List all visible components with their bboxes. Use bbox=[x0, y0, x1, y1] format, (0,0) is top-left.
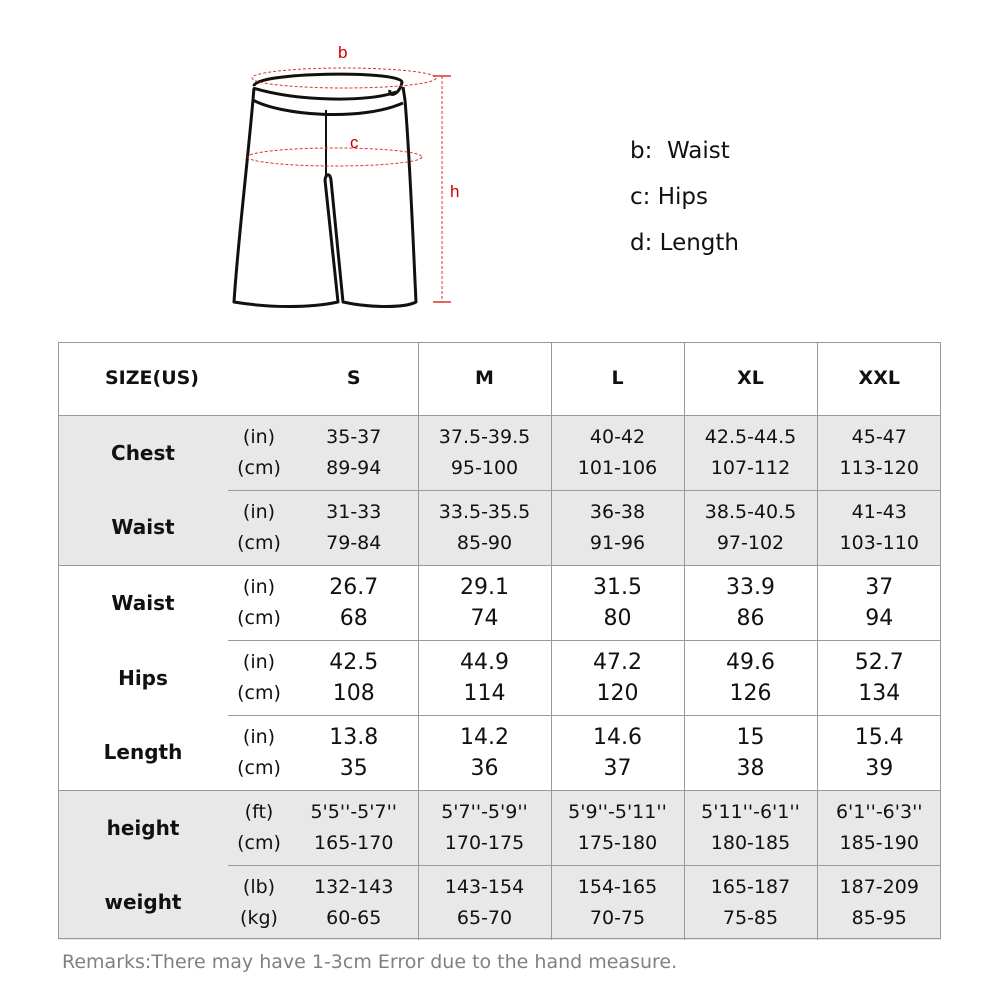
unit-cell bbox=[228, 491, 290, 566]
value-cell-m bbox=[418, 566, 551, 641]
value-secondary: 36 bbox=[470, 756, 499, 781]
size-xl-header: XL bbox=[684, 342, 817, 416]
value-primary: 187-209 bbox=[839, 876, 919, 898]
value-primary: 37.5-39.5 bbox=[438, 426, 531, 448]
unit-cell bbox=[228, 716, 290, 791]
value-secondary: 107-112 bbox=[710, 457, 791, 479]
legend-hips: c: Hips bbox=[630, 184, 708, 210]
value-secondary: 170-175 bbox=[444, 832, 525, 854]
value-primary: 38.5-40.5 bbox=[704, 501, 797, 523]
value-secondary: 120 bbox=[596, 681, 639, 706]
measurement-legend bbox=[630, 128, 739, 266]
value-secondary: 165-170 bbox=[314, 832, 394, 854]
value-primary: 40-42 bbox=[589, 426, 646, 448]
unit-secondary: (cm) bbox=[237, 682, 281, 704]
value-secondary: 75-85 bbox=[722, 907, 779, 929]
table-row bbox=[58, 866, 941, 941]
table-row bbox=[58, 416, 941, 491]
row-label: height bbox=[58, 791, 228, 866]
size-s-header: S bbox=[346, 367, 361, 389]
table-row bbox=[58, 791, 941, 866]
value-secondary: 134 bbox=[858, 681, 901, 706]
value-cell-m bbox=[418, 791, 551, 866]
value-primary: 5'5''-5'7'' bbox=[310, 801, 398, 823]
size-xxl-header: XXL bbox=[817, 342, 941, 416]
value-cell-xxl bbox=[817, 716, 941, 791]
value-cell-l bbox=[551, 416, 684, 491]
unit-secondary: (cm) bbox=[237, 457, 281, 479]
waistband-bottom bbox=[253, 100, 403, 115]
value-cell-xl bbox=[684, 866, 817, 941]
value-cell-s bbox=[290, 866, 418, 941]
row-label: Chest bbox=[58, 416, 228, 491]
value-secondary: 38 bbox=[736, 756, 765, 781]
value-cell-xl bbox=[684, 641, 817, 716]
value-primary: 15 bbox=[736, 725, 765, 750]
value-primary: 47.2 bbox=[593, 650, 642, 675]
value-primary: 33.9 bbox=[726, 575, 775, 600]
unit-primary: (in) bbox=[242, 651, 276, 673]
value-cell-l bbox=[551, 866, 684, 941]
unit-secondary: (kg) bbox=[240, 907, 278, 929]
value-cell-m bbox=[418, 641, 551, 716]
size-chart-table bbox=[58, 342, 941, 940]
row-label: weight bbox=[58, 866, 228, 941]
value-secondary: 80 bbox=[603, 606, 632, 631]
value-secondary: 185-190 bbox=[839, 832, 919, 854]
value-cell-xxl bbox=[817, 791, 941, 866]
unit-cell bbox=[228, 791, 290, 866]
value-cell-xxl bbox=[817, 491, 941, 566]
unit-cell bbox=[228, 416, 290, 491]
value-primary: 36-38 bbox=[589, 501, 646, 523]
value-cell-s bbox=[290, 491, 418, 566]
size-m-header: M bbox=[418, 342, 551, 416]
value-cell-xl bbox=[684, 791, 817, 866]
value-secondary: 94 bbox=[865, 606, 894, 631]
value-primary: 37 bbox=[865, 575, 894, 600]
value-primary: 42.5-44.5 bbox=[704, 426, 797, 448]
value-secondary: 101-106 bbox=[577, 457, 658, 479]
value-secondary: 85-90 bbox=[456, 532, 513, 554]
value-primary: 154-165 bbox=[577, 876, 658, 898]
value-secondary: 68 bbox=[339, 606, 368, 631]
value-secondary: 95-100 bbox=[450, 457, 519, 479]
table-row bbox=[58, 716, 941, 791]
value-secondary: 86 bbox=[736, 606, 765, 631]
value-secondary: 79-84 bbox=[326, 532, 382, 554]
value-cell-l bbox=[551, 566, 684, 641]
value-secondary: 114 bbox=[463, 681, 506, 706]
value-cell-s bbox=[290, 416, 418, 491]
value-primary: 5'7''-5'9'' bbox=[441, 801, 528, 823]
value-primary: 49.6 bbox=[726, 650, 775, 675]
value-primary: 26.7 bbox=[329, 575, 379, 600]
table-header-row bbox=[58, 342, 941, 416]
unit-primary: (in) bbox=[242, 426, 276, 448]
value-cell-l bbox=[551, 491, 684, 566]
value-secondary: 39 bbox=[865, 756, 894, 781]
value-primary: 14.2 bbox=[460, 725, 509, 750]
unit-cell bbox=[228, 566, 290, 641]
value-cell-m bbox=[418, 416, 551, 491]
value-cell-s bbox=[290, 641, 418, 716]
row-label: Waist bbox=[58, 566, 228, 641]
label-c: c bbox=[350, 133, 359, 152]
table-row bbox=[58, 491, 941, 566]
label-b: b bbox=[338, 43, 348, 62]
value-primary: 31.5 bbox=[593, 575, 642, 600]
legend-waist: b: Waist bbox=[630, 138, 730, 164]
waistband-inner bbox=[253, 88, 396, 99]
value-cell-xl bbox=[684, 491, 817, 566]
value-secondary: 60-65 bbox=[326, 907, 382, 929]
value-cell-xl bbox=[684, 566, 817, 641]
value-cell-l bbox=[551, 716, 684, 791]
value-cell-m bbox=[418, 866, 551, 941]
value-primary: 13.8 bbox=[329, 725, 379, 750]
unit-secondary: (cm) bbox=[237, 532, 281, 554]
unit-cell bbox=[228, 641, 290, 716]
unit-primary: (ft) bbox=[244, 801, 274, 823]
value-primary: 132-143 bbox=[314, 876, 394, 898]
value-primary: 44.9 bbox=[460, 650, 509, 675]
legend-length: d: Length bbox=[630, 230, 739, 256]
value-cell-l bbox=[551, 791, 684, 866]
value-secondary: 91-96 bbox=[589, 532, 646, 554]
value-primary: 52.7 bbox=[854, 650, 904, 675]
value-secondary: 74 bbox=[470, 606, 499, 631]
unit-primary: (in) bbox=[242, 501, 276, 523]
value-cell-m bbox=[418, 491, 551, 566]
value-primary: 5'11''-6'1'' bbox=[701, 801, 800, 823]
value-secondary: 113-120 bbox=[839, 457, 919, 479]
row-label: Waist bbox=[58, 491, 228, 566]
value-cell-l bbox=[551, 641, 684, 716]
value-secondary: 89-94 bbox=[326, 457, 382, 479]
label-h: h bbox=[450, 182, 460, 201]
unit-secondary: (cm) bbox=[237, 607, 281, 629]
value-cell-s bbox=[290, 791, 418, 866]
unit-primary: (in) bbox=[242, 726, 276, 748]
value-secondary: 70-75 bbox=[589, 907, 646, 929]
hips-measure-icon bbox=[248, 148, 422, 166]
value-secondary: 35 bbox=[339, 756, 368, 781]
remarks-note: Remarks:There may have 1-3cm Error due to the hand measure. bbox=[62, 951, 678, 973]
table-row bbox=[58, 566, 941, 641]
value-primary: 45-47 bbox=[851, 426, 907, 448]
value-primary: 42.5 bbox=[329, 650, 379, 675]
value-secondary: 103-110 bbox=[839, 532, 919, 554]
value-secondary: 175-180 bbox=[577, 832, 658, 854]
unit-secondary: (cm) bbox=[237, 757, 281, 779]
value-primary: 33.5-35.5 bbox=[438, 501, 531, 523]
value-cell-xl bbox=[684, 416, 817, 491]
size-header: SIZE(US) bbox=[105, 367, 199, 389]
value-cell-xxl bbox=[817, 641, 941, 716]
value-primary: 6'1''-6'3'' bbox=[835, 801, 923, 823]
value-cell-xxl bbox=[817, 866, 941, 941]
value-primary: 5'9''-5'11'' bbox=[568, 801, 667, 823]
value-cell-xl bbox=[684, 716, 817, 791]
value-cell-xxl bbox=[817, 566, 941, 641]
value-secondary: 180-185 bbox=[710, 832, 791, 854]
value-secondary: 97-102 bbox=[716, 532, 785, 554]
unit-secondary: (cm) bbox=[237, 832, 281, 854]
value-primary: 14.6 bbox=[593, 725, 642, 750]
value-secondary: 108 bbox=[332, 681, 375, 706]
value-primary: 41-43 bbox=[851, 501, 907, 523]
value-secondary: 126 bbox=[729, 681, 772, 706]
value-primary: 143-154 bbox=[444, 876, 525, 898]
size-l-header: L bbox=[551, 342, 684, 416]
row-label: Hips bbox=[118, 665, 168, 690]
value-cell-s bbox=[290, 566, 418, 641]
value-secondary: 37 bbox=[603, 756, 632, 781]
shorts-diagram bbox=[220, 40, 480, 310]
value-primary: 31-33 bbox=[326, 501, 382, 523]
table-row bbox=[58, 641, 941, 716]
value-cell-s bbox=[290, 716, 418, 791]
value-primary: 35-37 bbox=[326, 426, 382, 448]
value-cell-m bbox=[418, 716, 551, 791]
value-primary: 165-187 bbox=[710, 876, 791, 898]
row-label: Length bbox=[103, 740, 183, 765]
value-primary: 15.4 bbox=[854, 725, 904, 750]
value-secondary: 85-95 bbox=[851, 907, 907, 929]
value-primary: 29.1 bbox=[460, 575, 509, 600]
value-secondary: 65-70 bbox=[456, 907, 513, 929]
unit-cell bbox=[228, 866, 290, 941]
value-cell-xxl bbox=[817, 416, 941, 491]
unit-primary: (in) bbox=[242, 576, 276, 598]
unit-primary: (lb) bbox=[242, 876, 276, 898]
